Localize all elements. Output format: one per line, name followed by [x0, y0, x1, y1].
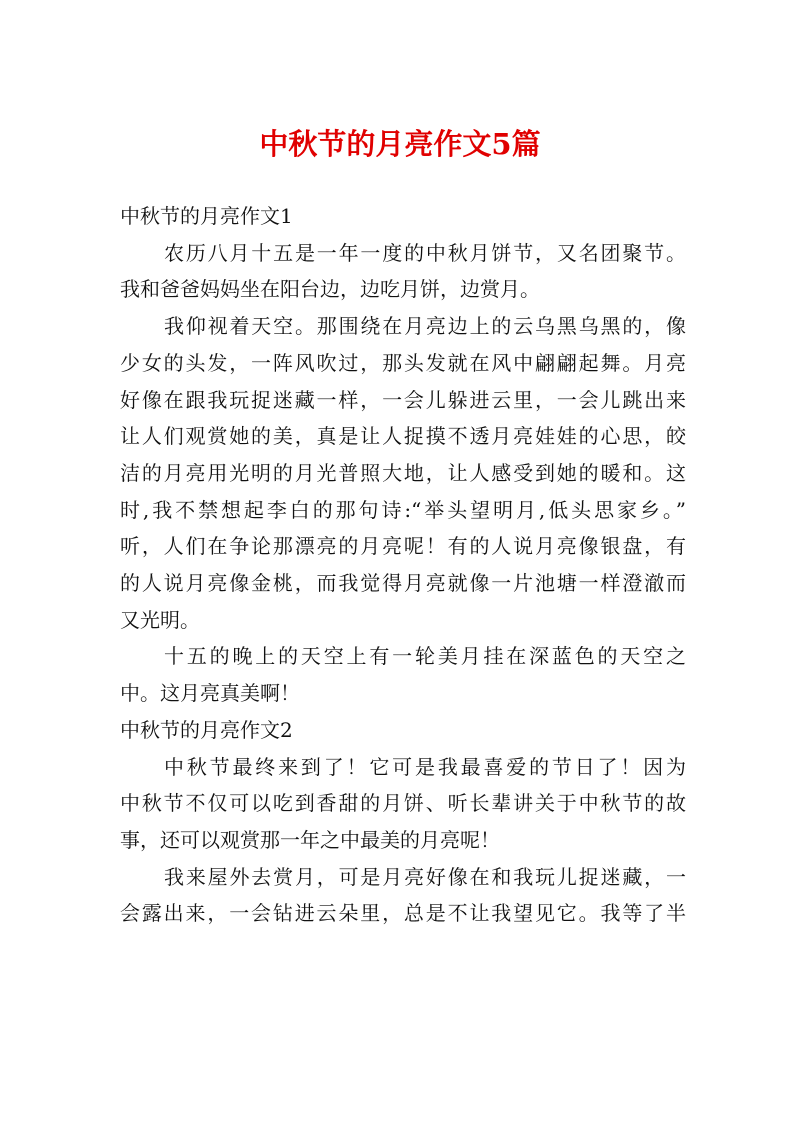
paragraph-line: 听，人们在争论那漂亮的月亮呢！有的人说月亮像银盘，有 — [120, 534, 686, 559]
paragraph-line: 时,我不禁想起李白的那句诗:“举头望明月,低头思家乡。” — [120, 497, 686, 522]
paragraph-line: 中秋节不仅可以吃到香甜的月饼、听长辈讲关于中秋节的故 — [120, 791, 686, 816]
paragraph-line: 洁的月亮用光明的月光普照大地，让人感受到她的暖和。这 — [120, 460, 686, 485]
paragraph-line: 我来屋外去赏月，可是月亮好像在和我玩儿捉迷藏，一 — [164, 864, 686, 889]
essay-section — [120, 198, 686, 712]
paragraph — [120, 308, 686, 638]
paragraph — [120, 859, 686, 932]
paragraph-line: 的人说月亮像金桃，而我觉得月亮就像一片池塘一样澄澈而 — [120, 571, 686, 596]
paragraph-line: 十五的晚上的天空上有一轮美月挂在深蓝色的天空之 — [164, 644, 686, 669]
paragraph-line: 事，还可以观赏那一年之中最美的月亮呢！ — [120, 827, 500, 852]
document-body — [120, 198, 686, 932]
document-title: 中秋节的月亮作文5篇 — [259, 127, 541, 161]
paragraph-line: 我仰视着天空。那围绕在月亮边上的云乌黑乌黑的，像 — [164, 314, 686, 339]
paragraph-line: 农历八月十五是一年一度的中秋月饼节，又名团聚节。 — [164, 240, 686, 265]
paragraph — [120, 749, 686, 859]
paragraph-line: 好像在跟我玩捉迷藏一样，一会儿躲进云里，一会儿跳出来 — [120, 387, 686, 412]
paragraph — [120, 638, 686, 711]
paragraph-line: 让人们观赏她的美，真是让人捉摸不透月亮娃娃的心思，皎 — [120, 424, 686, 449]
paragraph-line: 又光明。 — [120, 607, 200, 632]
section-heading: 中秋节的月亮作文1 — [120, 204, 293, 228]
paragraph-line: 中秋节最终来到了！它可是我最喜爱的节日了！因为 — [164, 754, 686, 779]
essay-section — [120, 712, 686, 932]
paragraph-line: 我和爸爸妈妈坐在阳台边，边吃月饼，边赏月。 — [120, 277, 540, 302]
paragraph-line: 中。这月亮真美啊！ — [120, 681, 300, 706]
paragraph — [120, 235, 686, 308]
paragraph-line: 会露出来，一会钻进云朵里，总是不让我望见它。我等了半 — [120, 901, 686, 926]
section-heading: 中秋节的月亮作文2 — [120, 717, 293, 742]
paragraph-line: 少女的头发，一阵风吹过，那头发就在风中翩翩起舞。月亮 — [120, 350, 686, 375]
